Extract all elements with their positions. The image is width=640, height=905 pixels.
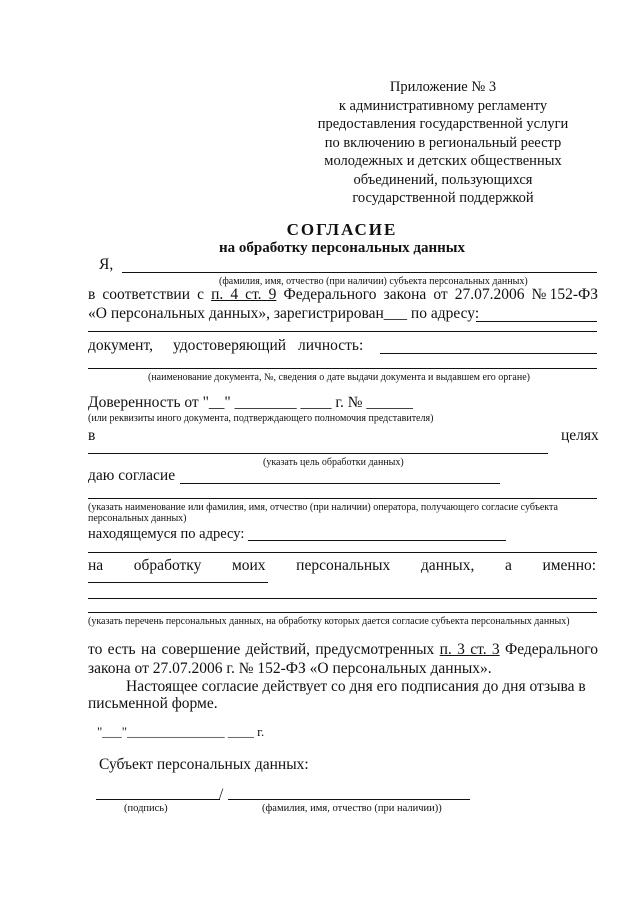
processing-word: данных, bbox=[420, 557, 475, 574]
basis-word: в bbox=[88, 286, 96, 303]
document-line-2[interactable] bbox=[88, 368, 597, 369]
document-line-1[interactable] bbox=[380, 353, 597, 354]
date-field[interactable]: "___"_______________ ____ г. bbox=[97, 724, 265, 739]
basis-line bbox=[88, 286, 598, 304]
processing-word: на bbox=[88, 557, 104, 574]
appendix-line: предоставления государственной услуги bbox=[317, 116, 569, 132]
basis-word: №152-ФЗ bbox=[531, 286, 599, 303]
consent-line[interactable] bbox=[180, 483, 500, 484]
document-subtitle: на обработку персональных данных bbox=[219, 240, 465, 256]
caption-proxy: (или реквизиты иного документа, подтверждающего полномочия представителя) bbox=[88, 413, 434, 424]
proxy-line[interactable]: Доверенность от "__" ________ ____ г. № ______ bbox=[88, 394, 413, 411]
actions-pre: то есть на совершение действий, предусмотренных bbox=[88, 641, 435, 658]
appendix-line: молодежных и детских общественных bbox=[324, 153, 562, 169]
appendix-line: по включению в региональный реестр bbox=[324, 134, 562, 151]
processing-line bbox=[88, 557, 596, 575]
processing-word: персональных bbox=[296, 557, 391, 574]
consent-label: даю согласие bbox=[88, 467, 176, 484]
address-line-1[interactable] bbox=[476, 321, 597, 322]
basis-ref: п. 4 ст. 9 bbox=[211, 286, 277, 303]
caption-operator-text: (указать наименование или фамилия, имя, отчество (при наличии) оператора, получающего согласие субъекта персональных данных) bbox=[88, 502, 558, 524]
actions-ref: п. 3 ст. 3 bbox=[439, 641, 500, 658]
appendix-block bbox=[308, 78, 578, 208]
basis-word: закона bbox=[383, 286, 427, 303]
basis-word: с bbox=[197, 286, 204, 303]
processing-line-2[interactable] bbox=[88, 598, 597, 599]
address-line-2[interactable] bbox=[88, 331, 597, 332]
signature-name-line[interactable] bbox=[228, 799, 470, 800]
signature-separator: / bbox=[219, 786, 224, 803]
appendix-line: государственной поддержкой bbox=[352, 190, 534, 206]
caption-sign: (подпись) bbox=[124, 803, 168, 814]
appendix-line: Приложение № 3 bbox=[389, 79, 497, 95]
basis-word: Федерального bbox=[283, 286, 377, 303]
processing-word: моих bbox=[231, 557, 266, 574]
processing-line-3[interactable] bbox=[88, 612, 597, 613]
purpose-line[interactable] bbox=[88, 453, 548, 454]
basis-word: соответствии bbox=[102, 286, 191, 303]
caption-purpose: (указать цель обработки данных) bbox=[263, 457, 404, 468]
operator-line[interactable] bbox=[88, 498, 597, 499]
doc-word: документ, bbox=[88, 337, 153, 354]
caption-sign-fio: (фамилия, имя, отчество (при наличии)) bbox=[262, 803, 442, 814]
appendix-line: объединений, пользующихся bbox=[353, 171, 533, 188]
caption-fio: (фамилия, имя, отчество (при наличии) субъекта персональных данных) bbox=[219, 276, 528, 287]
operator-address-line-2[interactable] bbox=[88, 552, 597, 553]
subject-label: Субъект персональных данных: bbox=[99, 756, 309, 773]
law-name: «О персональных данных», зарегистрирован___ по адресу: bbox=[88, 305, 480, 322]
operator-address-line-1[interactable] bbox=[248, 540, 506, 541]
validity-line-2: письменной форме. bbox=[88, 695, 218, 712]
actions-line-2: закона от 27.07.2006 г. № 152-ФЗ «О персональных данных». bbox=[88, 660, 492, 677]
actions-line-1 bbox=[88, 641, 598, 659]
basis-word: от bbox=[433, 286, 448, 303]
operator-address-label: находящемуся по адресу: bbox=[88, 526, 245, 542]
caption-list: (указать перечень персональных данных, на обработку которых дается согласие субъекта персональных данных) bbox=[88, 616, 570, 627]
fio-line[interactable] bbox=[122, 272, 597, 273]
appendix-line: к административному регламенту bbox=[338, 97, 548, 114]
signature-line[interactable] bbox=[96, 799, 220, 800]
purpose-label-left: в bbox=[88, 427, 96, 444]
actions-post: Федерального bbox=[504, 641, 599, 658]
processing-word: а bbox=[504, 557, 512, 574]
ya-label: Я, bbox=[99, 256, 114, 273]
caption-operator bbox=[88, 502, 598, 524]
caption-doc: (наименование документа, №, сведения о дате выдачи документа и выдавшем его органе) bbox=[148, 372, 530, 383]
document-title: СОГЛАСИЕ bbox=[286, 220, 398, 239]
doc-word: личность: bbox=[298, 337, 364, 354]
processing-line-1[interactable] bbox=[88, 582, 268, 583]
purpose-label-right: целях bbox=[561, 427, 599, 444]
basis-word: 27.07.2006 bbox=[454, 286, 525, 303]
processing-word: обработку bbox=[133, 557, 202, 574]
doc-word: удостоверяющий bbox=[173, 337, 287, 354]
validity-line-1: Настоящее согласие действует со дня его подписания до дня отзыва в bbox=[126, 678, 586, 695]
processing-word: именно: bbox=[542, 557, 597, 574]
